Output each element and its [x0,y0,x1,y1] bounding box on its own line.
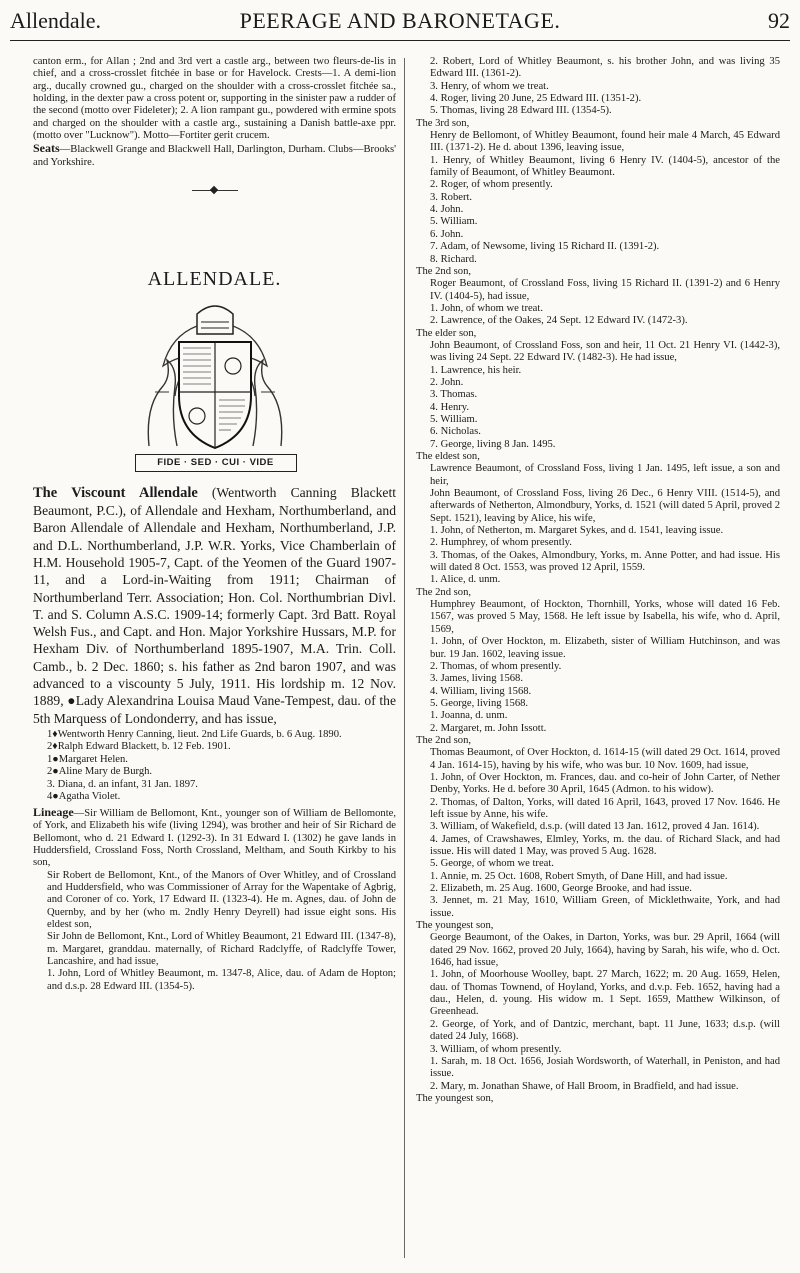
child-entry: 1♦Wentworth Henry Canning, lieut. 2nd Life Guards, b. 6 Aug. 1890. [47,728,342,740]
genealogy-line: The youngest son, [416,920,494,932]
left-column [33,56,396,993]
genealogy-line: The youngest son, [416,1092,494,1104]
running-head-left: Allendale. [10,8,102,33]
genealogy-line: 1. John, of Over Hockton, m. Elizabeth, sister of William Hutchinson, and was bur. 19 Jan. 1602, leaving issue. [430,636,780,660]
genealogy-line: 4. Henry. [430,401,470,413]
genealogy-line: 8. Richard. [430,253,477,265]
genealogy-line: 7. Adam, of Newsome, living 15 Richard II. (1391-2). [430,241,660,253]
genealogy-line: 5. George, living 1568. [430,697,529,709]
genealogy-line: The 2nd son, [416,734,472,746]
genealogy-line: 5. William. [430,413,478,425]
section-title: ALLENDALE. [147,268,282,291]
genealogy-line: 5. William. [430,216,478,228]
genealogy-line: 2. John. [430,376,464,388]
genealogy-line: 7. George, living 8 Jan. 1495. [430,438,556,450]
genealogy-line: 1. Joanna, d. unm. [430,710,508,722]
genealogy-line: The 2nd son, [416,265,472,277]
genealogy-line: 3. James, living 1568. [430,673,523,685]
page-header [0,0,800,48]
genealogy-line: 3. William, of whom presently. [430,1043,562,1055]
genealogy-line: John Beaumont, of Crossland Foss, living 26 Dec., 6 Henry VIII. (1514-5), and afterwards of Netherton, Almondbury, Yorks, d. 1521 (will dated 5 April, proved 2 Sept. 1521), leaving by Alice, his wife, [430,488,780,524]
lineage-paragraph: Sir Robert de Bellomont, Knt., of the Manors of Over Whitley, and of Crossland and Huddersfield, who was Commissioner of Array for the Wapentake of Agbrig, and Coroner of co. York, 17 Edward II. (1323-4). He m. Agnes, dau. of John de Quernby, and by her (who m. 2ndly Henry Deyrell) had issue eight sons. His eldest son, [47,869,396,931]
child-entry: 2●Aline Mary de Burgh. [47,766,153,778]
peer-name: The Viscount Allendale [33,484,198,501]
genealogy-line: 3. William, of Wakefield, d.s.p. (will dated 13 Jan. 1612, proved 4 Jan. 1614). [430,821,760,833]
genealogy-line: 2. Lawrence, of the Oakes, 24 Sept. 12 Edward IV. (1472-3). [430,315,688,327]
lineage-label: Lineage [33,804,74,819]
genealogy-line: 2. Roger, of whom presently. [430,179,553,191]
genealogy-line: 4. William, living 1568. [430,685,532,697]
genealogy-line: 2. George, of York, and of Dantzic, merchant, bapt. 11 June, 1633; d.s.p. (will dated 24 July, 1668). [430,1018,780,1043]
genealogy-line: 4. James, of Crawshawes, Elmley, Yorks, m. the dau. of Richard Slack, and had issue. His will dated 1 May, was proved 5 Aug. 1628. [430,833,780,857]
peer-description: (Wentworth Canning Blackett Beaumont, P.C.), of Allendale and Hexham, Northumberland, and Baron Allendale of Allendale and Hexham, Northumberland, J.P. and D.L. Northumberland, J.P. W.R. Yorks, Vice Chamberlain of H.M. Household 1905-7, Capt. of the Yeomen of the Guard 1907-11, and a Lord-in-Waiting from 1911; Chairman of Northumberland Terr. Association; Hon. Col. Northumbrian Divl. T. and S. Column A.S.C. 1909-14; formerly Capt. 3rd Batt. Royal Welsh Fus., and Capt. and Hon. Major Yorkshire Hussars, M.P. for Hexham Div. of Northumberland 1895-1907, M.A. Trin. Coll. Camb., b. 2 Dec. 1860; s. his father as 2nd baron 1907, and was advanced to a viscounty 5 July, 1911. His lordship m. 12 Nov. 1889, ●Lady Alexandrina Louisa Maud Vane-Tempest, dau. of the 5th Marquess of Londonderry, and has issue, [33,484,397,726]
genealogy-line: 3. Jennet, m. 21 May, 1610, William Green, of Micklethwaite, York, and had issue. [430,895,780,919]
seats-text: —Blackwell Grange and Blackwell Hall, Darlington, Durham. Clubs—Brooks' and Yorkshire. [33,144,396,168]
coat-of-arms [141,296,289,476]
genealogy-line: George Beaumont, of the Oakes, in Darton, Yorks, was bur. 29 April, 1664 (will dated 29 Nov. 1662, proved 20 July, 1664), having by Sarah, his wife, who d. Oct. 1646, had issue, [430,932,780,969]
right-column [416,56,780,1105]
child-entry: 4●Agatha Violet. [47,791,121,803]
genealogy-line: 2. Margaret, m. John Issott. [430,722,547,734]
genealogy-line: 4. Roger, living 20 June, 25 Edward III. (1351-2). [430,93,642,105]
genealogy-line: 2. Thomas, of Dalton, Yorks, will dated 16 April, 1643, proved 17 Nov. 1646. He left issue by Anne, his wife. [430,796,780,820]
genealogy-line: 1. John, of Netherton, m. Margaret Sykes, and d. 1541, leaving issue. [430,525,724,537]
entry-divider-ornament [33,183,396,195]
lineage-intro [33,806,396,870]
genealogy-line: 3. Robert. [430,191,473,203]
peer-entry [33,484,396,727]
seats-paragraph [33,142,396,169]
genealogy-line: Roger Beaumont, of Crossland Foss, living 15 Richard II. (1391-2) and 6 Henry IV. (1404-5), had issue, [430,278,780,302]
genealogy-line: 1. Alice, d. unm. [430,574,501,586]
seats-label: Seats [33,141,60,156]
genealogy-line: 6. Nicholas. [430,426,481,438]
genealogy-line: Thomas Beaumont, of Over Hockton, d. 1614-15 (will dated 29 Oct. 1614, proved 4 Jan. 1614-15), having by his wife, who was bur. 10 Nov. 1609, had issue, [430,747,780,771]
genealogy-line: 1. Lawrence, his heir. [430,364,522,376]
genealogy-line: The 3rd son, [416,117,470,129]
page-number: 92 [768,8,790,33]
genealogy-line: 1. John, of whom we treat. [430,302,543,314]
genealogy-line: 5. Thomas, living 28 Edward III. (1354-5). [430,105,612,117]
genealogy-line: The elder son, [416,327,477,339]
genealogy-line: Henry de Bellomont, of Whitley Beaumont, found heir male 4 March, 45 Edward III. (1371-2). He d. about 1396, leaving issue, [430,130,780,154]
genealogy-line: 2. Mary, m. Jonathan Shawe, of Hall Broom, in Bradfield, and had issue. [430,1080,739,1092]
genealogy-line: Lawrence Beaumont, of Crossland Foss, living 1 Jan. 1495, left issue, a son and heir, [430,463,780,487]
child-entry: 1●Margaret Helen. [47,753,128,765]
genealogy-line: 2. Thomas, of whom presently. [430,660,562,672]
column-divider [404,58,405,1258]
genealogy-line: 3. Thomas, of the Oakes, Almondbury, Yorks, m. Anne Potter, and had issue. His will dated 8 Oct. 1553, was proved 12 April, 1559. [430,549,780,574]
lineage-paragraph: Sir John de Bellomont, Knt., Lord of Whitley Beaumont, 21 Edward III. (1347-8), m. Margaret, granddau. maternally, of Richard Radclyffe, of Radclyffe Tower, Lancashire, and had issue, [47,931,396,968]
genealogy-line: 5. George, of whom we treat. [430,858,554,870]
header-rule [10,40,790,41]
genealogy-line: 1. Henry, of Whitley Beaumont, living 6 Henry IV. (1404-5), ancestor of the family of Beaumont, of Whitley Beaumont. [430,154,780,179]
genealogy-line: 1. Annie, m. 25 Oct. 1608, Robert Smyth, of Dane Hill, and had issue. [430,870,728,882]
lineage-text: —Sir William de Bellomont, Knt., younger son of William de Bellomonte, of York, and Elizabeth his wife (living 1294), was brother and heir of Sir Richard de Bellomont, who d. 21 Edward I. (1292-3). In 31 Edward I. (1302) he gave lands in Huddersfield, Crossland Foss, North Crossland, Meltham, and South Kirkby to his son, [33,807,396,869]
running-head-title: PEERAGE AND BARONETAGE. [239,8,561,33]
genealogy-line: 2. Elizabeth, m. 25 Aug. 1600, George Brooke, and had issue. [430,883,692,895]
genealogy-line: 1. Sarah, m. 18 Oct. 1656, Josiah Wordsworth, of Waterhall, in Peniston, and had issue. [430,1055,780,1080]
genealogy-line: 3. Henry, of whom we treat. [430,80,549,92]
coat-of-arms-drawing [141,296,289,461]
genealogy-line: The eldest son, [416,451,480,462]
genealogy-line: 2. Humphrey, of whom presently. [430,537,572,549]
genealogy-line: 1. John, of Moorhouse Woolley, bapt. 27 March, 1622; m. 20 Aug. 1659, Helen, dau. of Thomas Townend, of Hoyland, Yorks, and d.v.p. Feb. 1652, having had a dau., Helen, d. young. His widow m. 1 Sept. 1659, Matthew Wilkinson, of Greenhead. [430,969,780,1018]
child-entry: 3. Diana, d. an infant, 31 Jan. 1897. [47,778,198,790]
genealogy-line: 4. John. [430,204,464,216]
genealogy-line: 6. John. [430,228,464,240]
child-entry: 2♦Ralph Edward Blackett, b. 12 Feb. 1901. [47,741,231,753]
genealogy-line: The 2nd son, [416,586,472,598]
genealogy-line: 3. Thomas. [430,389,478,401]
genealogy-line: 1. John, of Over Hockton, m. Frances, dau. and co-heir of John Carter, of Nether Denby, Yorks. He d. before 30 April, 1645 (Admon. to his widow). [430,771,780,796]
genealogy-line: John Beaumont, of Crossland Foss, son and heir, 11 Oct. 21 Henry VI. (1442-3), was living 24 Sept. 22 Edward IV. (1482-3). He had issue, [430,339,780,364]
genealogy-line: Humphrey Beaumont, of Hockton, Thornhill, Yorks, whose will dated 16 Feb. 1567, was proved 5 May, 1568. He left issue by Isabella, his wife, who d. April, 1569, [430,599,780,635]
peer-children [33,729,396,804]
genealogy-line: 2. Robert, Lord of Whitley Beaumont, s. his brother John, and was living 35 Edward III. (1361-2). [430,56,780,80]
previous-entry-arms: canton erm., for Allan ; 2nd and 3rd vert a castle arg., between two fleurs-de-lis in chief, and a cross-crosslet fitchée in base or for Havelock. Crests—1. A demi-lion arg., ducally crowned gu., charged on the shoulder with a cross-crosslet fitchée sa., holding, in the dexter paw a cross potent or, supporting in the sinister paw a rudder of the second (motto over Fideleter); 2. A lion rampant gu., powdered with ermine spots and charged on the shoulder with a castle arg., sustaining a Danish battle-axe ppr. (motto over "Lucknow"). Motto—Fortiter gerit crucem. [33,56,396,142]
lineage-paragraph: 1. John, Lord of Whitley Beaumont, m. 1347-8, Alice, dau. of Adam de Hopton; and d.s.p. 28 Edward III. (1354-5). [47,968,396,992]
motto-scroll: FIDE · SED · CUI · VIDE [135,454,297,472]
